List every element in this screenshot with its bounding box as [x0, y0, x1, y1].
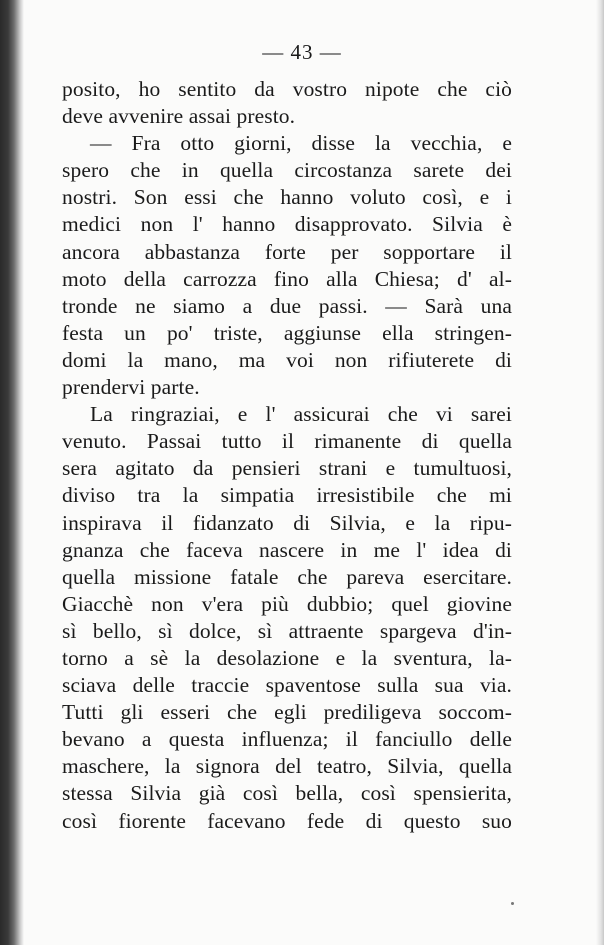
text-line: medici non l' hanno disapprovato. Silvia è — [62, 212, 512, 237]
text-line: domi la mano, ma voi non rifiuterete di — [62, 347, 512, 372]
text-line: sì bello, sì dolce, sì attraente spargeva d'in- — [62, 618, 512, 643]
text-line: moto della carrozza fino alla Chiesa; d' al- — [62, 266, 512, 291]
text-line: spero che in quella circostanza sarete dei — [62, 158, 512, 183]
text-line: bevano a questa influenza; il fanciullo delle — [62, 727, 512, 752]
text-line: torno a sè la desolazione e la sventura, la- — [62, 645, 512, 670]
text-line: gnanza che faceva nascere in me l' idea di — [62, 537, 512, 562]
text-line: posito, ho sentito da vostro nipote che ciò — [62, 77, 512, 101]
paper-speck — [511, 902, 514, 905]
text-line: — Fra otto giorni, disse la vecchia, e — [90, 131, 512, 156]
text-line: ancora abbastanza forte per sopportare il — [62, 239, 512, 264]
text-line: festa un po' triste, aggiunse ella stringen- — [62, 320, 512, 345]
text-line: sciava delle traccie spaventose sulla sua via. — [62, 673, 512, 698]
text-line: La ringraziai, e l' assicurai che vi sarei — [90, 402, 512, 427]
text-line: prendervi parte. — [62, 375, 200, 400]
page-number: — 43 — — [262, 40, 342, 64]
text-line: così fiorente facevano fede di questo suo — [62, 808, 512, 833]
text-line: nostri. Son essi che hanno voluto così, e i — [62, 185, 512, 210]
text-line: inspirava il fidanzato di Silvia, e la ripu- — [62, 510, 512, 535]
text-line: tronde ne siamo a due passi. — Sarà una — [62, 293, 512, 318]
page-body-text — [62, 76, 512, 835]
binding-gutter-shadow — [0, 0, 24, 945]
text-line: Tutti gli esseri che egli prediligeva soccom- — [62, 700, 512, 725]
text-line: deve avvenire assai presto. — [62, 104, 296, 129]
text-line: sera agitato da pensieri strani e tumultuosi, — [62, 456, 512, 481]
text-line: diviso tra la simpatia irresistibile che mi — [62, 483, 512, 508]
text-line: maschere, la signora del teatro, Silvia, quella — [62, 754, 512, 779]
text-line: Giacchè non v'era più dubbio; quel giovine — [62, 591, 512, 616]
page-edge — [596, 0, 604, 945]
text-line: stessa Silvia già così bella, così spensierita, — [62, 781, 512, 806]
text-line: venuto. Passai tutto il rimanente di quella — [62, 429, 512, 454]
text-line: quella missione fatale che pareva esercitare. — [62, 564, 512, 589]
